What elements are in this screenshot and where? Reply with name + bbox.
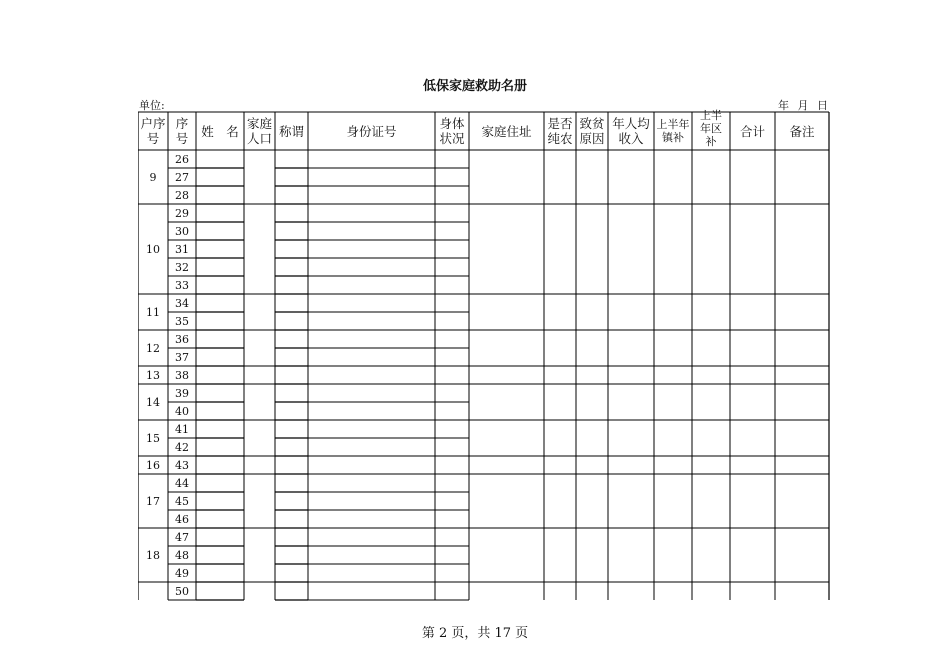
- member-number: 29: [175, 206, 189, 220]
- member-number: 50: [175, 584, 189, 598]
- household-number: [138, 582, 168, 600]
- member-number: 33: [175, 278, 189, 292]
- column-header: 是否 纯农: [547, 116, 573, 146]
- member-number: 26: [175, 152, 189, 166]
- column-header: 户序 号: [140, 116, 166, 146]
- member-number: 45: [175, 494, 189, 508]
- household-number: 18: [146, 548, 160, 562]
- household-number: 14: [146, 395, 160, 409]
- household-number: 17: [146, 494, 160, 508]
- member-number: 36: [175, 332, 189, 346]
- page-footer: 第 2 页，共 17 页: [421, 626, 529, 641]
- household-number: 9: [149, 170, 157, 184]
- column-header: 合计: [739, 123, 765, 139]
- household-number: 13: [146, 368, 160, 382]
- column-header: 上半年 镇补: [656, 118, 690, 144]
- column-header: 身份证号: [346, 123, 397, 139]
- table-grid-lines: [138, 0, 830, 672]
- date-label: 年 月 日: [778, 99, 828, 112]
- member-number: 32: [175, 260, 189, 274]
- member-number: 40: [175, 404, 189, 418]
- member-number: 42: [175, 440, 189, 454]
- column-header: 序 号: [175, 116, 189, 146]
- column-header: 致贫 原因: [579, 116, 605, 146]
- member-number: 30: [175, 224, 189, 238]
- member-number: 28: [175, 188, 189, 202]
- household-number: 12: [146, 341, 160, 355]
- column-header: 上半 年区 补: [700, 108, 722, 148]
- relief-register-table: [138, 0, 830, 672]
- member-number: 35: [175, 314, 189, 328]
- member-number: 39: [175, 386, 189, 400]
- column-header: 身体 状况: [439, 116, 465, 146]
- column-header: 家庭 人口: [246, 116, 272, 146]
- member-number: 47: [175, 530, 189, 544]
- unit-label: 单位:: [139, 99, 165, 112]
- household-number: 16: [146, 458, 160, 472]
- member-number: 37: [175, 350, 189, 364]
- member-number: 49: [175, 566, 189, 580]
- member-number: 27: [175, 170, 189, 184]
- member-number: 44: [175, 476, 189, 490]
- member-number: 34: [175, 296, 189, 310]
- member-number: 48: [175, 548, 189, 562]
- member-number: 41: [175, 422, 189, 436]
- column-header: 姓 名: [201, 123, 239, 139]
- member-number: 46: [175, 512, 189, 526]
- household-number: 10: [146, 242, 160, 256]
- column-header: 称谓: [278, 123, 304, 139]
- member-number: 38: [175, 368, 189, 382]
- page-title: 低保家庭救助名册: [422, 79, 527, 94]
- member-number: 43: [175, 458, 189, 472]
- member-number: 31: [175, 242, 189, 256]
- column-header: 家庭住址: [481, 123, 532, 139]
- household-number: 11: [146, 305, 160, 319]
- column-header: 备注: [789, 123, 815, 139]
- column-header: 年人均 收入: [612, 116, 650, 146]
- household-number: 15: [146, 431, 160, 445]
